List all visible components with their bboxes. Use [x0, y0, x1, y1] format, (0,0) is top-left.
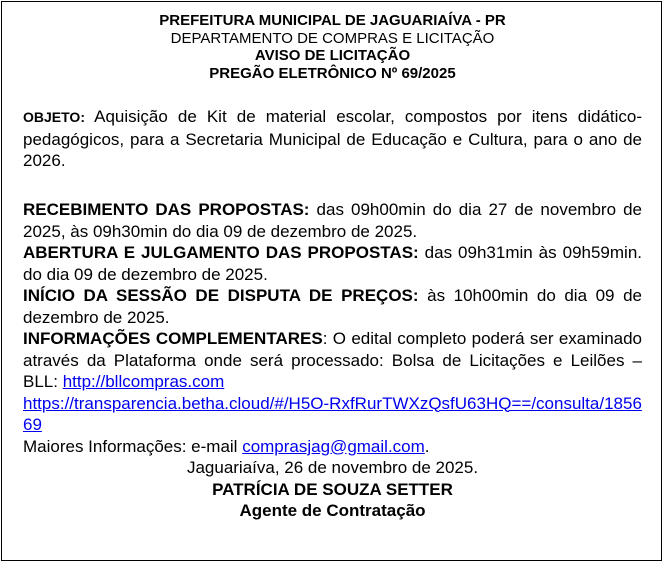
proposals-receipt-text: das 09h00min do dia 27 de novembro de 2025, às 09h30min do dia 09 de dezembro de 2025.: [23, 200, 642, 241]
department-title: DEPARTAMENTO DE COMPRAS E LICITAÇÃO: [170, 29, 495, 47]
contact-text: Maiores Informações: e-mail: [23, 436, 243, 456]
bll-link[interactable]: http://bllcompras.com: [62, 372, 225, 391]
place-date: Jaguariaíva, 26 de novembro de 2025.: [186, 458, 479, 477]
transparency-link[interactable]: https://transparencia.betha.cloud/#/H5O-RxfRurTWXzQsfU63HQ==/consulta/185669: [23, 393, 642, 434]
auction-number: PREGÃO ELETRÔNICO Nº 69/2025: [209, 64, 456, 82]
dispute-start-text: às 10h00min do dia 09 de dezembro de 2025.: [23, 286, 642, 327]
municipality-title: PREFEITURA MUNICIPAL DE JAGUARIAÍVA - PR: [159, 12, 506, 29]
email-link[interactable]: comprasjag@gmail.com: [242, 436, 425, 456]
dispute-start: [23, 285, 642, 328]
notice-type: AVISO DE LICITAÇÃO: [254, 47, 411, 64]
dispute-start-label: INÍCIO DA SESSÃO DE DISPUTA DE PREÇOS:: [23, 286, 419, 305]
schedule-section: [23, 199, 642, 522]
contact-end: .: [424, 436, 430, 456]
object-label: OBJETO:: [23, 109, 85, 125]
additional-info: [23, 328, 642, 436]
signer-name: PATRÍCIA DE SOUZA SETTER: [212, 479, 453, 499]
proposals-opening-text: das 09h31min às 09h59min. do dia 09 de dezembro de 2025.: [23, 243, 642, 284]
object-text: Aquisição de Kit de material escolar, compostos por itens didático-pedagógicos, para a Secretaria Municipal de Educação e Cultura, para o ano de 2026.: [23, 107, 642, 170]
proposals-opening: [23, 242, 642, 285]
object-paragraph: [23, 106, 642, 172]
proposals-receipt: [23, 199, 642, 242]
additional-info-text: : O edital completo poderá ser examinado através da Plataforma onde será processado: Bolsa de Licitações e Leilões – BLL:: [23, 329, 643, 391]
proposals-receipt-label: RECEBIMENTO DAS PROPOSTAS:: [23, 200, 310, 219]
proposals-opening-label: ABERTURA E JULGAMENTO DAS PROPOSTAS:: [23, 243, 419, 262]
additional-info-label: INFORMAÇÕES COMPLEMENTARES: [23, 329, 323, 348]
contact-line: [23, 436, 642, 458]
signer-role: Agente de Contratação: [239, 501, 426, 520]
